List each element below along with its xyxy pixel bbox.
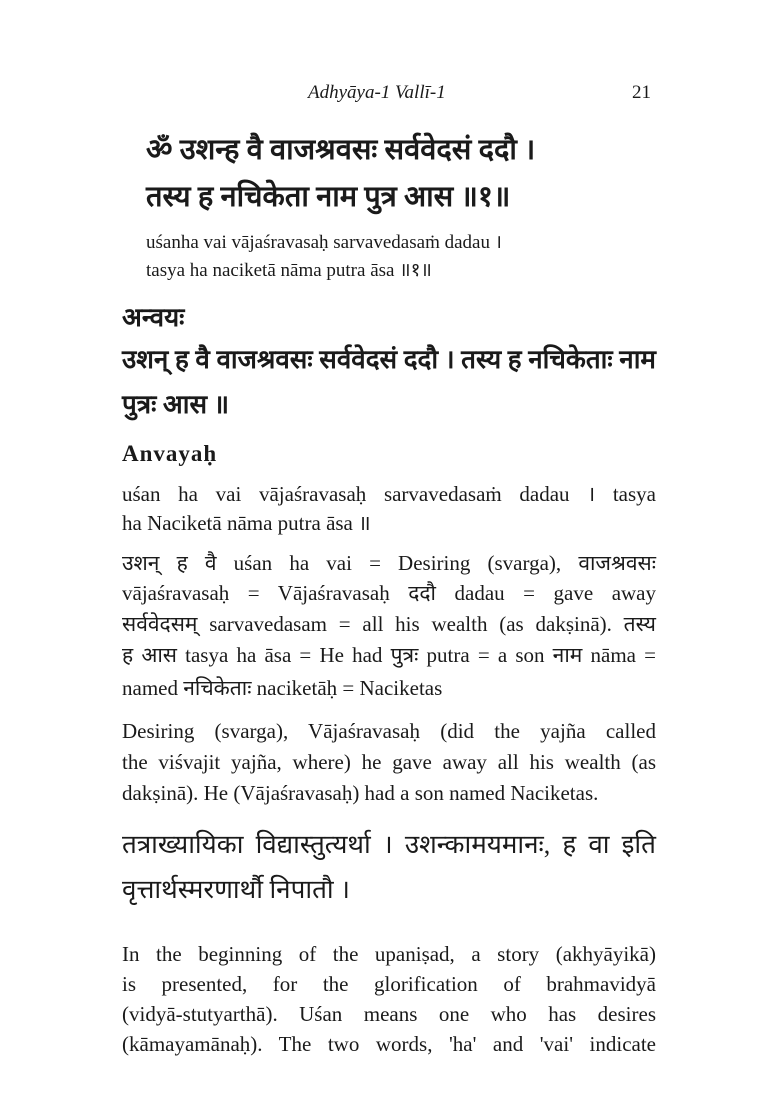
word-meaning-line: vājaśravasaḥ = Vājaśravasaḥ ददौ dadau = gave away: [122, 581, 656, 605]
page-number: 21: [632, 82, 651, 103]
running-title: Adhyāya-1 Vallī-1: [308, 82, 446, 103]
commentary-line: (vidyā-stutyarthā). Uśan means one who has desires: [122, 1002, 656, 1026]
verse-devanagari-line: तस्य ह नचिकेता नाम पुत्र आस ॥१॥: [146, 181, 511, 213]
verse-devanagari-line: ॐ उशन्ह वै वाजश्रवसः सर्ववेदसं ददौ ।: [146, 134, 536, 166]
translation-line: dakṣinā). He (Vājaśravasaḥ) had a son named Naciketas.: [122, 781, 599, 805]
commentary-devanagari-line: वृत्तार्थस्मरणार्थौ निपातौ ।: [122, 875, 351, 904]
anvaya-translit-line: ha Naciketā nāma putra āsa ॥: [122, 511, 371, 535]
word-meaning-line: उशन् ह वै uśan ha vai = Desiring (svarga), वाजश्रवसः: [122, 551, 656, 575]
commentary-line: is presented, for the glorification of brahmavidyā: [122, 972, 656, 996]
word-meaning-line: ह आस tasya ha āsa = He had पुत्रः putra = a son नाम nāma =: [122, 643, 656, 667]
anvaya-translit-line: uśan ha vai vājaśravasaḥ sarvavedasaṁ dadau । tasya: [122, 482, 656, 506]
verse-transliteration-line: tasya ha naciketā nāma putra āsa ॥१॥: [146, 260, 432, 281]
commentary-line: In the beginning of the upaniṣad, a story (akhyāyikā): [122, 942, 656, 966]
commentary-line: (kāmayamānaḥ). The two words, 'ha' and 'vai' indicate: [122, 1032, 656, 1056]
anvaya-devanagari-line: उशन् ह वै वाजश्रवसः सर्ववेदसं ददौ । तस्य ह नचिकेताः नाम: [122, 345, 656, 374]
word-meaning-line: सर्ववेदसम् sarvavedasam = all his wealth (as dakṣinā). तस्य: [122, 612, 656, 636]
translation-line: the viśvajit yajña, where) he gave away all his wealth (as: [122, 750, 656, 774]
word-meaning-line: named नचिकेताः naciketāḥ = Naciketas: [122, 676, 443, 700]
anvaya-heading-devanagari: अन्वयः: [122, 303, 185, 332]
verse-transliteration-line: uśanha vai vājaśravasaḥ sarvavedasaṁ dadau ।: [146, 232, 502, 253]
anvaya-devanagari-line: पुत्रः आस ॥: [122, 390, 230, 419]
commentary-devanagari-line: तत्राख्यायिका विद्यास्तुत्यर्था । उशन्कामयमानः, ह वा इति: [122, 830, 656, 859]
anvaya-heading: Anvayaḥ: [122, 441, 218, 466]
translation-line: Desiring (svarga), Vājaśravasaḥ (did the yajña called: [122, 719, 656, 743]
